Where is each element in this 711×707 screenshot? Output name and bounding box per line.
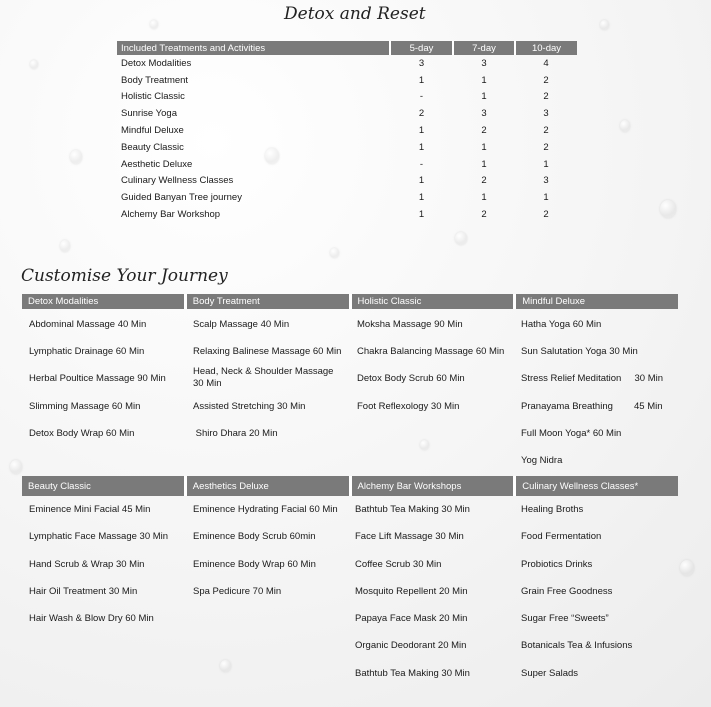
list-item: Lymphatic Face Massage 30 Min <box>29 531 169 542</box>
count-5day: - <box>419 91 424 103</box>
table-row <box>117 139 577 156</box>
header-holistic-classic: Holistic Classic <box>352 294 517 309</box>
count-10day: 2 <box>543 141 549 153</box>
detox-header-10day: 10-day <box>515 41 577 55</box>
count-5day: 2 <box>418 108 425 120</box>
count-7day: 2 <box>481 125 487 137</box>
detox-title: Detox and Reset <box>284 4 426 24</box>
list-item: Super Salads <box>521 668 579 679</box>
list-item: Hand Scrub & Wrap 30 Min <box>29 559 145 570</box>
detox-header-7day: 7-day <box>453 41 515 55</box>
header-body-treatment: Body Treatment <box>187 294 352 309</box>
table-row <box>117 189 577 206</box>
list-item: Yog Nidra <box>521 455 563 466</box>
list-item: Slimming Massage 60 Min <box>29 401 141 412</box>
count-10day: 1 <box>543 192 549 204</box>
list-item: Abdominal Massage 40 Min <box>29 319 147 330</box>
count-10day: 1 <box>543 158 549 170</box>
list-item: Food Fermentation <box>521 531 602 542</box>
table-row <box>117 122 577 139</box>
list-item: Spa Pedicure 70 Min <box>193 586 282 597</box>
list-item: Face Lift Massage 30 Min <box>355 531 464 542</box>
count-5day: 1 <box>418 125 425 137</box>
list-item: Grain Free Goodness <box>521 586 613 597</box>
count-10day: 2 <box>543 91 549 103</box>
activity-name: Holistic Classic <box>121 91 185 103</box>
header-detox-modalities: Detox Modalities <box>22 294 187 309</box>
count-5day: 3 <box>418 57 425 69</box>
header-culinary-wellness-classes: Culinary Wellness Classes* <box>516 476 678 496</box>
table-row <box>117 89 577 106</box>
header-mindful-deluxe: Mindful Deluxe <box>516 294 678 309</box>
activity-name: Aesthetic Deluxe <box>121 158 193 170</box>
list-item: Eminence Mini Facial 45 Min <box>29 504 151 515</box>
list-item: Shiro Dhara 20 Min <box>193 428 278 439</box>
list-item: Papaya Face Mask 20 Min <box>355 613 468 624</box>
activity-name: Detox Modalities <box>121 57 192 69</box>
list-item: Hatha Yoga 60 Min <box>521 319 602 330</box>
count-5day: 1 <box>418 141 425 153</box>
detox-table-header-row <box>117 41 577 55</box>
list-item: Sun Salutation Yoga 30 Min <box>521 346 638 357</box>
customise-section2-header <box>22 476 678 496</box>
header-beauty-classic: Beauty Classic <box>22 476 187 496</box>
list-item: Organic Deodorant 20 Min <box>355 640 467 651</box>
activity-name: Body Treatment <box>121 74 189 86</box>
count-7day: 1 <box>481 91 487 103</box>
count-7day: 2 <box>481 209 487 221</box>
count-5day: - <box>419 158 424 170</box>
customise-section1-header <box>22 294 678 309</box>
count-7day: 1 <box>481 158 487 170</box>
list-item: Coffee Scrub 30 Min <box>355 559 442 570</box>
list-item: Full Moon Yoga* 60 Min <box>521 428 622 439</box>
customise-title: Customise Your Journey <box>21 266 228 286</box>
list-item: Detox Body Wrap 60 Min <box>29 428 135 439</box>
list-item: Eminence Hydrating Facial 60 Min <box>193 504 338 515</box>
list-item: Chakra Balancing Massage 60 Min <box>357 346 505 357</box>
activity-name: Mindful Deluxe <box>121 125 184 137</box>
detox-header-activities: Included Treatments and Activities <box>117 41 390 55</box>
count-10day: 3 <box>543 175 549 187</box>
count-7day: 1 <box>481 141 487 153</box>
list-item: Hair Oil Treatment 30 Min <box>29 586 138 597</box>
list-item: Foot Reflexology 30 Min <box>357 401 460 412</box>
detox-table <box>117 41 577 223</box>
activity-name: Guided Banyan Tree journey <box>121 192 242 204</box>
detox-header-5day: 5-day <box>390 41 453 55</box>
activity-name: Sunrise Yoga <box>121 108 177 120</box>
count-5day: 1 <box>418 74 425 86</box>
header-aesthetics-deluxe: Aesthetics Deluxe <box>187 476 352 496</box>
list-item: Head, Neck & Shoulder Massage 30 Min <box>193 366 334 389</box>
list-item: Botanicals Tea & Infusions <box>521 640 633 651</box>
list-item: Lymphatic Drainage 60 Min <box>29 346 145 357</box>
table-row <box>117 156 577 173</box>
list-item: Bathtub Tea Making 30 Min <box>355 504 470 515</box>
list-item: Moksha Massage 90 Min <box>357 319 463 330</box>
list-item: Bathtub Tea Making 30 Min <box>355 668 470 679</box>
count-10day: 3 <box>543 108 549 120</box>
activity-name: Culinary Wellness Classes <box>121 175 234 187</box>
table-row <box>117 105 577 122</box>
list-item: Sugar Free “Sweets” <box>521 613 609 624</box>
count-7day: 3 <box>481 57 487 69</box>
list-item: Eminence Body Scrub 60min <box>193 531 316 542</box>
count-5day: 1 <box>418 209 425 221</box>
count-10day: 4 <box>543 57 549 69</box>
count-5day: 1 <box>418 192 425 204</box>
list-item: Mosquito Repellent 20 Min <box>355 586 468 597</box>
count-7day: 1 <box>481 74 487 86</box>
count-7day: 1 <box>481 192 487 204</box>
count-7day: 3 <box>481 108 487 120</box>
count-5day: 1 <box>418 175 425 187</box>
table-row <box>117 173 577 190</box>
list-item: Relaxing Balinese Massage 60 Min <box>193 346 342 357</box>
list-item: Scalp Massage 40 Min <box>193 319 290 330</box>
list-item: Herbal Poultice Massage 90 Min <box>29 373 166 384</box>
list-item: Assisted Stretching 30 Min <box>193 401 306 412</box>
list-item: Detox Body Scrub 60 Min <box>357 373 465 384</box>
count-10day: 2 <box>543 74 549 86</box>
activity-name: Alchemy Bar Workshop <box>121 209 221 221</box>
list-item: Pranayama Breathing 45 Min <box>521 401 663 412</box>
list-item: Hair Wash & Blow Dry 60 Min <box>29 613 154 624</box>
table-row <box>117 206 577 223</box>
count-7day: 2 <box>481 175 487 187</box>
table-row <box>117 72 577 89</box>
list-item: Stress Relief Meditation 30 Min <box>521 373 664 384</box>
header-alchemy-bar-workshops: Alchemy Bar Workshops <box>352 476 517 496</box>
count-10day: 2 <box>543 209 549 221</box>
activity-name: Beauty Classic <box>121 141 184 153</box>
list-item: Healing Broths <box>521 504 584 515</box>
list-item: Eminence Body Wrap 60 Min <box>193 559 316 570</box>
table-row <box>117 55 577 72</box>
list-item: Probiotics Drinks <box>521 559 593 570</box>
count-10day: 2 <box>543 125 549 137</box>
